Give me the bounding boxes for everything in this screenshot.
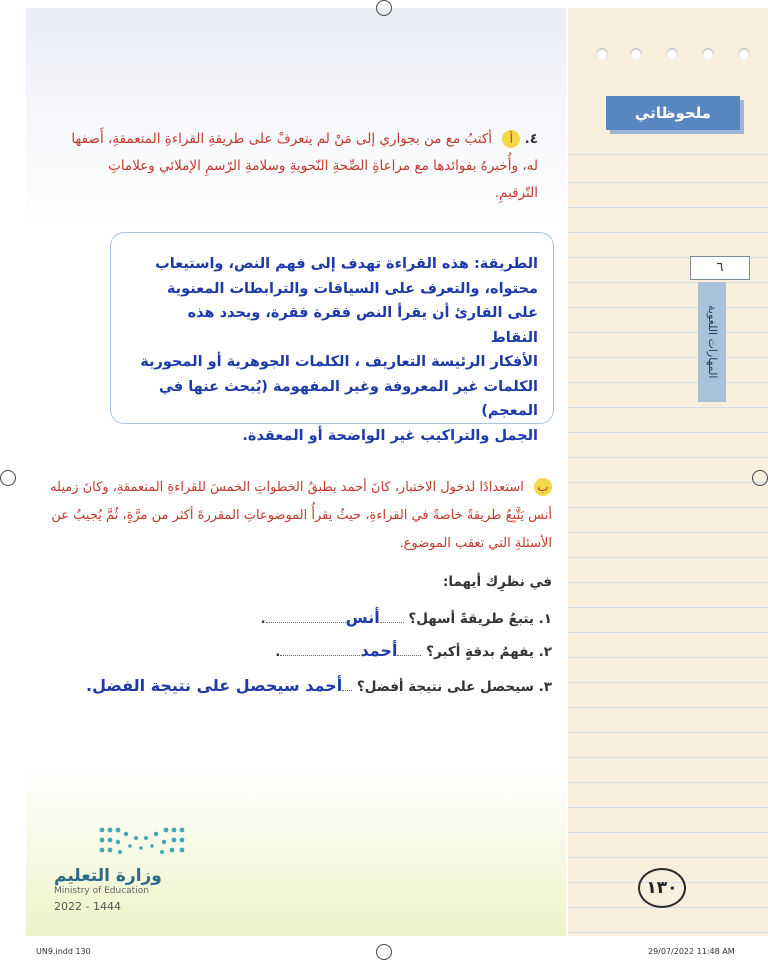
answer-line: على القارئ أن يقرأ النص فقرة فقرة، ويحدد هذه النقاط	[187, 305, 538, 346]
side-label: المهارات اللغوية	[698, 282, 726, 402]
badge-icon: ب	[534, 478, 552, 496]
question-b	[28, 474, 552, 558]
registration-mark-icon	[752, 470, 768, 486]
item-label: ١. يتبعُ طريقةً أسهل؟	[408, 611, 552, 627]
answer-line: الكلمات غير المعروفة وغير المفهومة (يُبحث عنها في المعجم)	[159, 378, 538, 419]
answer-item: ١. يتبعُ طريقةً أسهل؟ أنس.	[260, 608, 552, 627]
unit-number: ٦	[690, 256, 750, 280]
print-slug-date: 29/07/2022 11:48 AM	[648, 947, 735, 956]
question-text: استعدادًا لدخول الاختبار، كانَ أحمد يطبقُ الخطواتِ الخمسَ للقراءةِ المتعمقةِ، وكانَ زميله أنس يَتَّبِعُ طريقةً خاصةً في القراءةِ، حيثُ يقرأُ الموضوعاتِ المقررةَ أكثر من مرَّةٍ، ثُمَّ يُجيبُ عن الأسئلةِ التي تعقب الموضوع.	[50, 480, 552, 551]
question-text: أكتبُ مع من بجواري إلى مَنْ لم يتعرفْ على طريقةِ القراءةِ المتعمقةِ، أَصفها له، وأُخبرهُ بفوائدها مع مراعاةِ الصِّحةِ النّحويةِ وسلامةِ الرّسمِ الإملائي وعلاماتِ التّرقيمِ.	[71, 131, 538, 201]
ministry-year: 2022 - 1444	[54, 900, 121, 913]
page-number: ١٣٠	[638, 868, 686, 908]
registration-mark-icon	[376, 944, 392, 960]
prompt: في نظرِك أيهما:	[442, 574, 552, 590]
handwritten-answer: أنس	[345, 608, 380, 627]
ministry-name-arabic: وزارة التعليم	[54, 866, 162, 886]
question-4	[68, 126, 538, 207]
handwritten-answer: أحمد سيحصل على نتيجة الفضل.	[85, 676, 343, 695]
answer-line: الجمل والتراكيب غير الواضحة أو المعقدة.	[242, 427, 538, 444]
binder-hole-icon	[702, 48, 714, 60]
registration-mark-icon	[376, 0, 392, 16]
answer-line: الأفكار الرئيسة التعاريف ، الكلمات الجوهرية أو المحورية	[140, 354, 538, 370]
answer-line: الطريقة: هذه القراءة تهدف إلى فهم النص، واستيعاب	[155, 256, 538, 272]
print-slug-file: UN9.indd 130	[36, 947, 91, 956]
ministry-logo-icon	[96, 824, 186, 860]
binder-hole-icon	[630, 48, 642, 60]
registration-mark-icon	[0, 470, 16, 486]
item-label: ٢. يفهمُ بدقةٍ أكبر؟	[426, 644, 552, 660]
binder-hole-icon	[738, 48, 750, 60]
item-label: ٣. سيحصل على نتيجة أفضل؟	[356, 679, 552, 695]
answer-line: محتواه، والتعرف على السياقات والترابطات المعنوية	[166, 280, 538, 297]
ministry-name-english: Ministry of Education	[54, 886, 149, 896]
badge-icon: أ	[502, 130, 520, 148]
binder-hole-icon	[596, 48, 608, 60]
handwritten-answer: أحمد	[360, 641, 398, 660]
answer-item: ٢. يفهمُ بدقةٍ أكبر؟ أحمد.	[275, 641, 552, 660]
question-number: ٤.	[524, 131, 538, 147]
binder-hole-icon	[666, 48, 678, 60]
notes-tab: ملحوظاتي	[606, 96, 740, 130]
answer-text	[138, 252, 538, 448]
answer-item	[86, 676, 552, 695]
